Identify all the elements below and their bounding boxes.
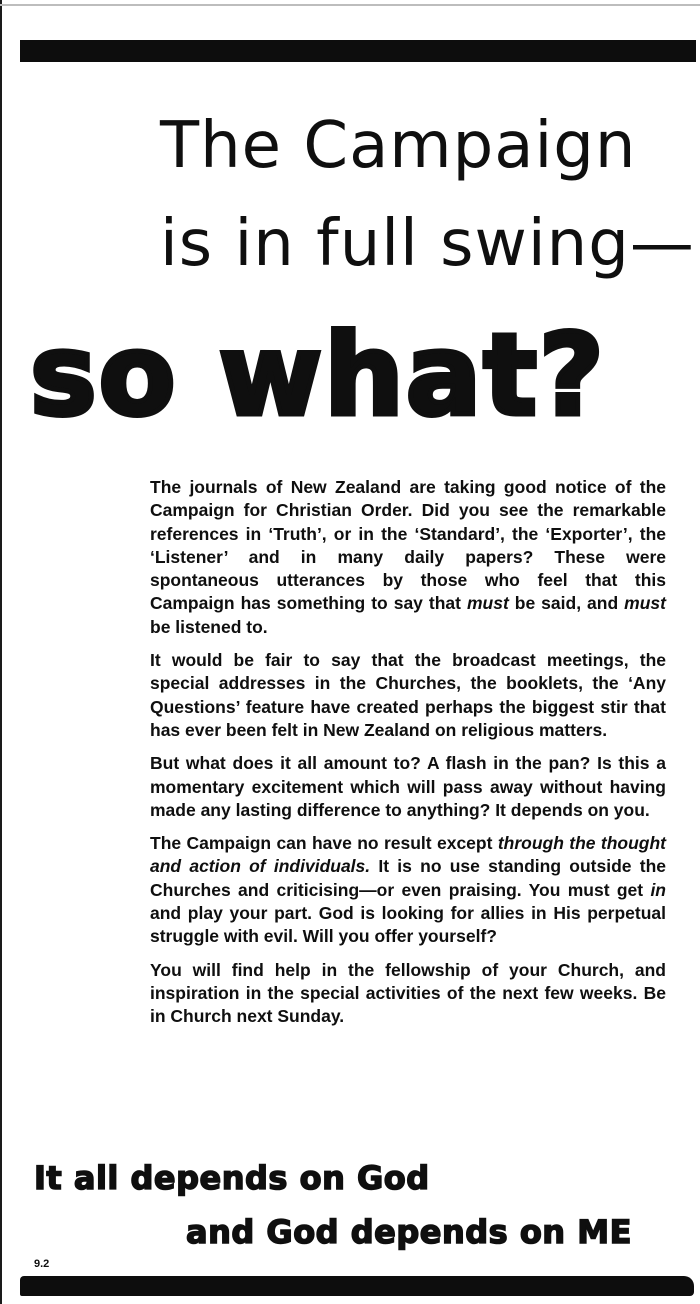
paragraph-4	[150, 832, 666, 948]
paragraph-4-text-a: The Campaign can have no result except	[150, 833, 498, 854]
paragraph-2: It would be fair to say that the broadcast meetings, the special addresses in the Churches, the booklets, the ‘Any Questions’ feature have created perhaps the biggest stir that has ever been felt in New Zealand on religious matters.	[150, 650, 666, 740]
paragraph-1-text-a: The journals of New Zealand are taking good notice of the Campaign for Christian Order. Did you see the remarkable references in ‘Truth’, or in the ‘Standard’, the ‘Exporter’, the ‘Listener’ and in many daily papers? These were spontaneous utterances by those who feel that this Campaign has something to say that	[150, 477, 666, 614]
paragraph-5: You will find help in the fellowship of your Church, and inspiration in the special activities of the next few weeks. Be in Church next Sunday.	[150, 959, 666, 1027]
headline-line-2: is in full swing—	[160, 207, 695, 281]
paragraph-1-emphasis-2: must	[624, 593, 666, 614]
paragraph-1-text-b: be said, and	[508, 593, 625, 614]
paragraph-1-text-c: be listened to.	[150, 616, 268, 637]
body-copy	[150, 476, 666, 1039]
paragraph-1	[150, 476, 666, 639]
paragraph-1-emphasis-1: must	[466, 593, 509, 614]
tagline-line-1: It all depends on God	[34, 1159, 430, 1197]
bottom-black-rule	[20, 1276, 694, 1296]
paragraph-4-emphasis-1: through the thought and action of individuals.	[150, 833, 666, 877]
paragraph-3: But what does it all amount to? A flash in the pan? Is this a momentary excitement which will pass away without having made any lasting difference to anything? It depends on you.	[150, 753, 666, 820]
paragraph-4-text-c: and play your part. God is looking for allies in His perpetual struggle with evil. Will you offer yourself?	[150, 903, 666, 947]
paragraph-4-emphasis-2: in	[650, 879, 666, 900]
headline-so-what: so what?	[30, 311, 606, 441]
top-black-rule	[20, 40, 696, 62]
paragraph-4-text-b: It is no use standing outside the Churches and criticising—or even praising. You must get	[150, 856, 666, 900]
print-code-mark: 9.2	[34, 1258, 50, 1270]
tagline-line-2: and God depends on ME	[186, 1213, 632, 1251]
headline-line-1: The Campaign	[160, 109, 637, 183]
top-page-edge	[0, 4, 700, 6]
left-page-edge	[0, 0, 2, 1304]
